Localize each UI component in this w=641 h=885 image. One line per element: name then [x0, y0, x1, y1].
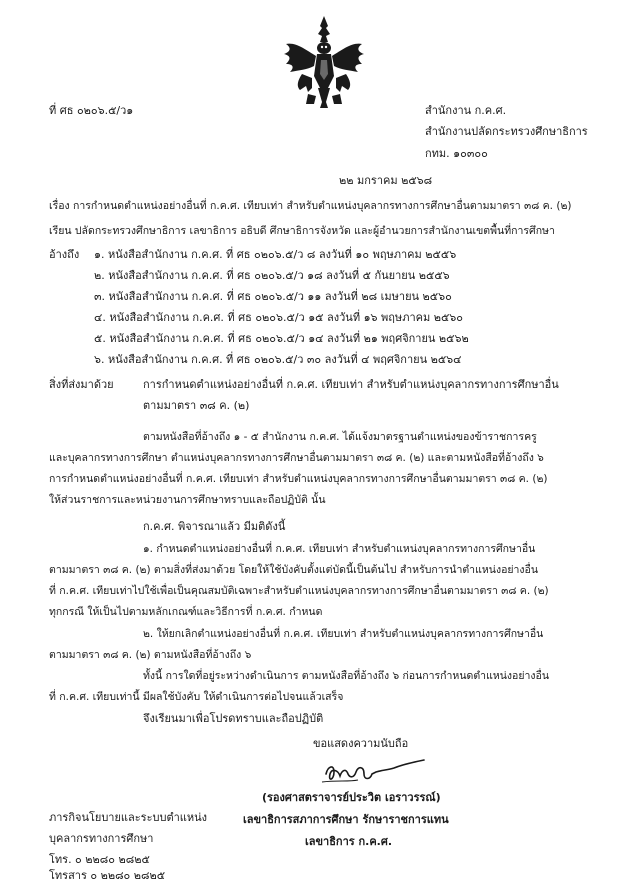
footer-unit-line-1: ภารกิจนโยบายและระบบตำแหน่ง — [49, 811, 207, 824]
reference-item: ๕. หนังสือสำนักงาน ก.ค.ศ. ที่ ศธ ๐๒๐๖.๕/ว ๑๔ ลงวันที่ ๒๑ พฤศจิกายน ๒๕๖๒ — [94, 332, 469, 345]
footer-unit-line-2: บุคลากรทางการศึกษา — [49, 832, 154, 845]
signatory-title-1: เลขาธิการสภาการศึกษา รักษาราชการแทน — [243, 813, 449, 826]
body-text-line: ตามมาตรา ๓๘ ค. (๒) ตามสิ่งที่ส่งมาด้วย โดยให้ใช้บังคับตั้งแต่บัดนี้เป็นต้นไป สำหรับการนำตำแหน่งอย่างอื่น — [49, 564, 539, 576]
reference-item: ๓. หนังสือสำนักงาน ก.ค.ศ. ที่ ศธ ๐๒๐๖.๕/ว ๑๑ ลงวันที่ ๒๘ เมษายน ๒๕๖๐ — [94, 290, 452, 303]
body-text-line: ตามหนังสือที่อ้างถึง ๑ - ๕ สำนักงาน ก.ค.ศ. ได้แจ้งมาตรฐานตำแหน่งของข้าราชการครู — [143, 431, 537, 443]
references-label: อ้างถึง — [49, 248, 80, 261]
resolution-intro: ก.ค.ศ. พิจารณาแล้ว มีมติดังนี้ — [143, 520, 286, 533]
body-text-line: และบุคลากรทางการศึกษา ตำแหน่งบุคลากรทางการศึกษาอื่นตามมาตรา ๓๘ ค. (๒) และตามหนังสือที่อ้างถึง ๖ — [49, 452, 544, 464]
resolution-item-2: ๒. ให้ยกเลิกตำแหน่งอย่างอื่นที่ ก.ค.ศ. เทียบเท่า สำหรับตำแหน่งบุคลากรทางการศึกษาอื่น — [143, 628, 544, 640]
reference-item: ๒. หนังสือสำนักงาน ก.ค.ศ. ที่ ศธ ๐๒๐๖.๕/ว ๑๘ ลงวันที่ ๕ กันยายน ๒๕๕๖ — [94, 269, 450, 282]
subject-line: เรื่อง การกำหนดตำแหน่งอย่างอื่นที่ ก.ค.ศ. เทียบเท่า สำหรับตำแหน่งบุคลากรทางการศึกษาอื่นตามมาตรา ๓๘ ค. (๒) — [49, 200, 572, 212]
body-text-line: ทั้งนี้ การใดที่อยู่ระหว่างดำเนินการ ตามหนังสือที่อ้างถึง ๖ ก่อนการกำหนดตำแหน่งอย่างอื่น — [143, 670, 550, 682]
enclosure-label: สิ่งที่ส่งมาด้วย — [49, 378, 114, 391]
body-text-line: ตามมาตรา ๓๘ ค. (๒) ตามหนังสือที่อ้างถึง ๖ — [49, 649, 252, 661]
signatory-title-2: เลขาธิการ ก.ค.ศ. — [305, 835, 393, 848]
document-date: ๒๒ มกราคม ๒๕๖๘ — [339, 174, 433, 187]
reference-item: ๔. หนังสือสำนักงาน ก.ค.ศ. ที่ ศธ ๐๒๐๖.๕/ว ๑๕ ลงวันที่ ๑๖ พฤษภาคม ๒๕๖๐ — [94, 311, 463, 324]
enclosure-line-1: การกำหนดตำแหน่งอย่างอื่นที่ ก.ค.ศ. เทียบเท่า สำหรับตำแหน่งบุคลากรทางการศึกษาอื่น — [143, 378, 559, 391]
handwritten-signature — [318, 752, 428, 790]
document-number: ที่ ศธ ๐๒๐๖.๕/ว๑ — [49, 104, 134, 117]
org-line-2: สำนักงานปลัดกระทรวงศึกษาธิการ — [425, 125, 588, 138]
reference-item: ๖. หนังสือสำนักงาน ก.ค.ศ. ที่ ศธ ๐๒๐๖.๕/ว ๓๐ ลงวันที่ ๔ พฤศจิกายน ๒๕๖๔ — [94, 353, 462, 366]
footer-telephone: โทร. ๐ ๒๒๘๐ ๒๘๒๕ — [49, 853, 150, 866]
body-text-line: ที่ ก.ค.ศ. เทียบเท่าไปใช้เพื่อเป็นคุณสมบัติเฉพาะสำหรับตำแหน่งบุคลากรทางการศึกษาอื่นตามมาตรา ๓๘ ค. (๒) — [49, 585, 549, 597]
org-line-1: สำนักงาน ก.ค.ศ. — [425, 104, 507, 117]
reference-item: ๑. หนังสือสำนักงาน ก.ค.ศ. ที่ ศธ ๐๒๐๖.๕/ว ๘ ลงวันที่ ๑๐ พฤษภาคม ๒๕๕๖ — [94, 248, 457, 261]
enclosure-line-2: ตามมาตรา ๓๘ ค. (๒) — [143, 399, 250, 412]
body-text-line: ทุกกรณี ให้เป็นไปตามหลักเกณฑ์และวิธีการที่ ก.ค.ศ. กำหนด — [49, 606, 323, 618]
recipient-line: เรียน ปลัดกระทรวงศึกษาธิการ เลขาธิการ อธิบดี ศึกษาธิการจังหวัด และผู้อำนวยการสำนักงานเขตพื้นที่การศึกษา — [49, 225, 555, 237]
body-text-line: ที่ ก.ค.ศ. เทียบเท่านี้ มีผลใช้บังคับ ให้ดำเนินการต่อไปจนแล้วเสร็จ — [49, 691, 344, 703]
footer-fax: โทรสาร ๐ ๒๒๘๐ ๒๘๒๕ — [49, 869, 166, 882]
valediction: ขอแสดงความนับถือ — [313, 737, 409, 750]
org-address: กทม. ๑๐๓๐๐ — [425, 147, 488, 160]
resolution-item-1: ๑. กำหนดตำแหน่งอย่างอื่นที่ ก.ค.ศ. เทียบเท่า สำหรับตำแหน่งบุคลากรทางการศึกษาอื่น — [143, 543, 536, 555]
closing-line: จึงเรียนมาเพื่อโปรดทราบและถือปฏิบัติ — [143, 712, 324, 725]
body-text-line: ให้ส่วนราชการและหน่วยงานการศึกษาทราบและถือปฏิบัติ นั้น — [49, 494, 326, 506]
body-text-line: การกำหนดตำแหน่งอย่างอื่นที่ ก.ค.ศ. เทียบเท่า สำหรับตำแหน่งบุคลากรทางการศึกษาอื่นตามมาตรา ๓๘ ค. (๒) — [49, 473, 548, 485]
signatory-name: (รองศาสตราจารย์ประวิต เอราวรรณ์) — [262, 791, 441, 804]
garuda-emblem-icon — [282, 14, 366, 110]
